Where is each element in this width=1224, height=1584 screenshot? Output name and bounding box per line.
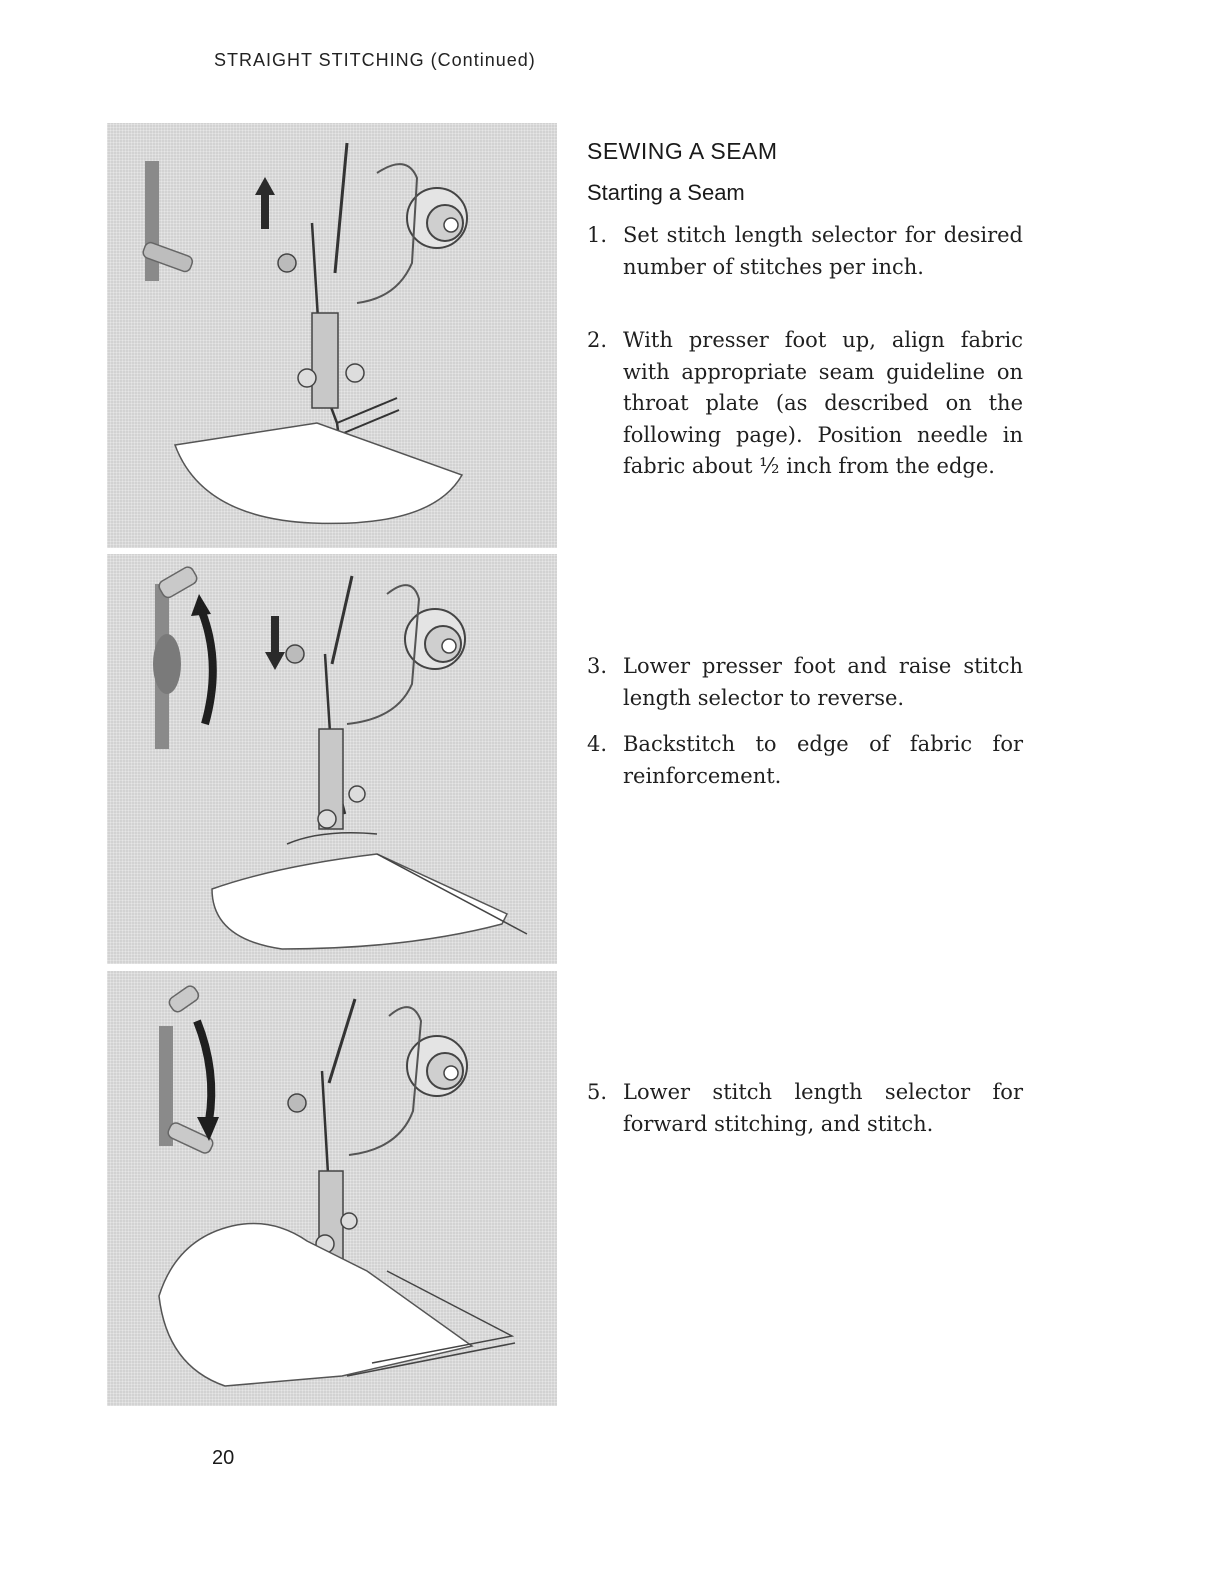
curved-arrow-up-icon (191, 594, 213, 724)
instruction-step (587, 325, 1023, 483)
stitch-length-lever (142, 161, 194, 281)
tension-dial (349, 1007, 467, 1155)
running-head: STRAIGHT STITCHING (Continued) (214, 50, 536, 70)
arrow-up-icon (255, 177, 275, 229)
step-number: 3. (587, 654, 608, 678)
section-title: SEWING A SEAM (587, 138, 778, 164)
step-number: 4. (587, 732, 608, 756)
step-number: 2. (587, 328, 608, 352)
sewing-machine-illustration (107, 554, 557, 964)
sewing-machine-illustration (107, 971, 557, 1406)
illustration-step-5 (107, 971, 557, 1406)
tension-dial (347, 585, 465, 724)
curved-arrow-down-icon (197, 1021, 219, 1141)
step-text: Set stitch length selector for desired number of stitches per inch. (623, 223, 1023, 279)
fabric-piece (175, 423, 462, 523)
step-text: Backstitch to edge of fabric for reinforcement. (623, 732, 1023, 788)
stitch-length-lever (153, 565, 199, 749)
presser-foot (298, 313, 399, 435)
instruction-step (587, 220, 1023, 283)
step-text: Lower presser foot and raise stitch length selector to reverse. (623, 654, 1023, 710)
presser-foot (287, 729, 377, 844)
arrow-down-icon (265, 616, 285, 670)
instruction-step (587, 1077, 1023, 1140)
step-text: Lower stitch length selector for forward stitching, and stitch. (623, 1080, 1023, 1136)
page-number: 20 (212, 1447, 235, 1469)
illustration-step-3-4 (107, 554, 557, 964)
step-text: With presser foot up, align fabric with appropriate seam guideline on throat plate (as described on the following page). Position needle in fabric about ½ inch from the edge. (623, 328, 1023, 478)
sewing-machine-illustration (107, 123, 557, 548)
subsection-title: Starting a Seam (587, 180, 745, 205)
instruction-step (587, 729, 1023, 792)
illustration-step-1-2 (107, 123, 557, 548)
step-number: 1. (587, 223, 608, 247)
tension-dial (357, 164, 467, 303)
fabric-piece (159, 1224, 472, 1386)
instruction-step (587, 651, 1023, 714)
step-number: 5. (587, 1080, 608, 1104)
fabric-piece (212, 854, 507, 949)
